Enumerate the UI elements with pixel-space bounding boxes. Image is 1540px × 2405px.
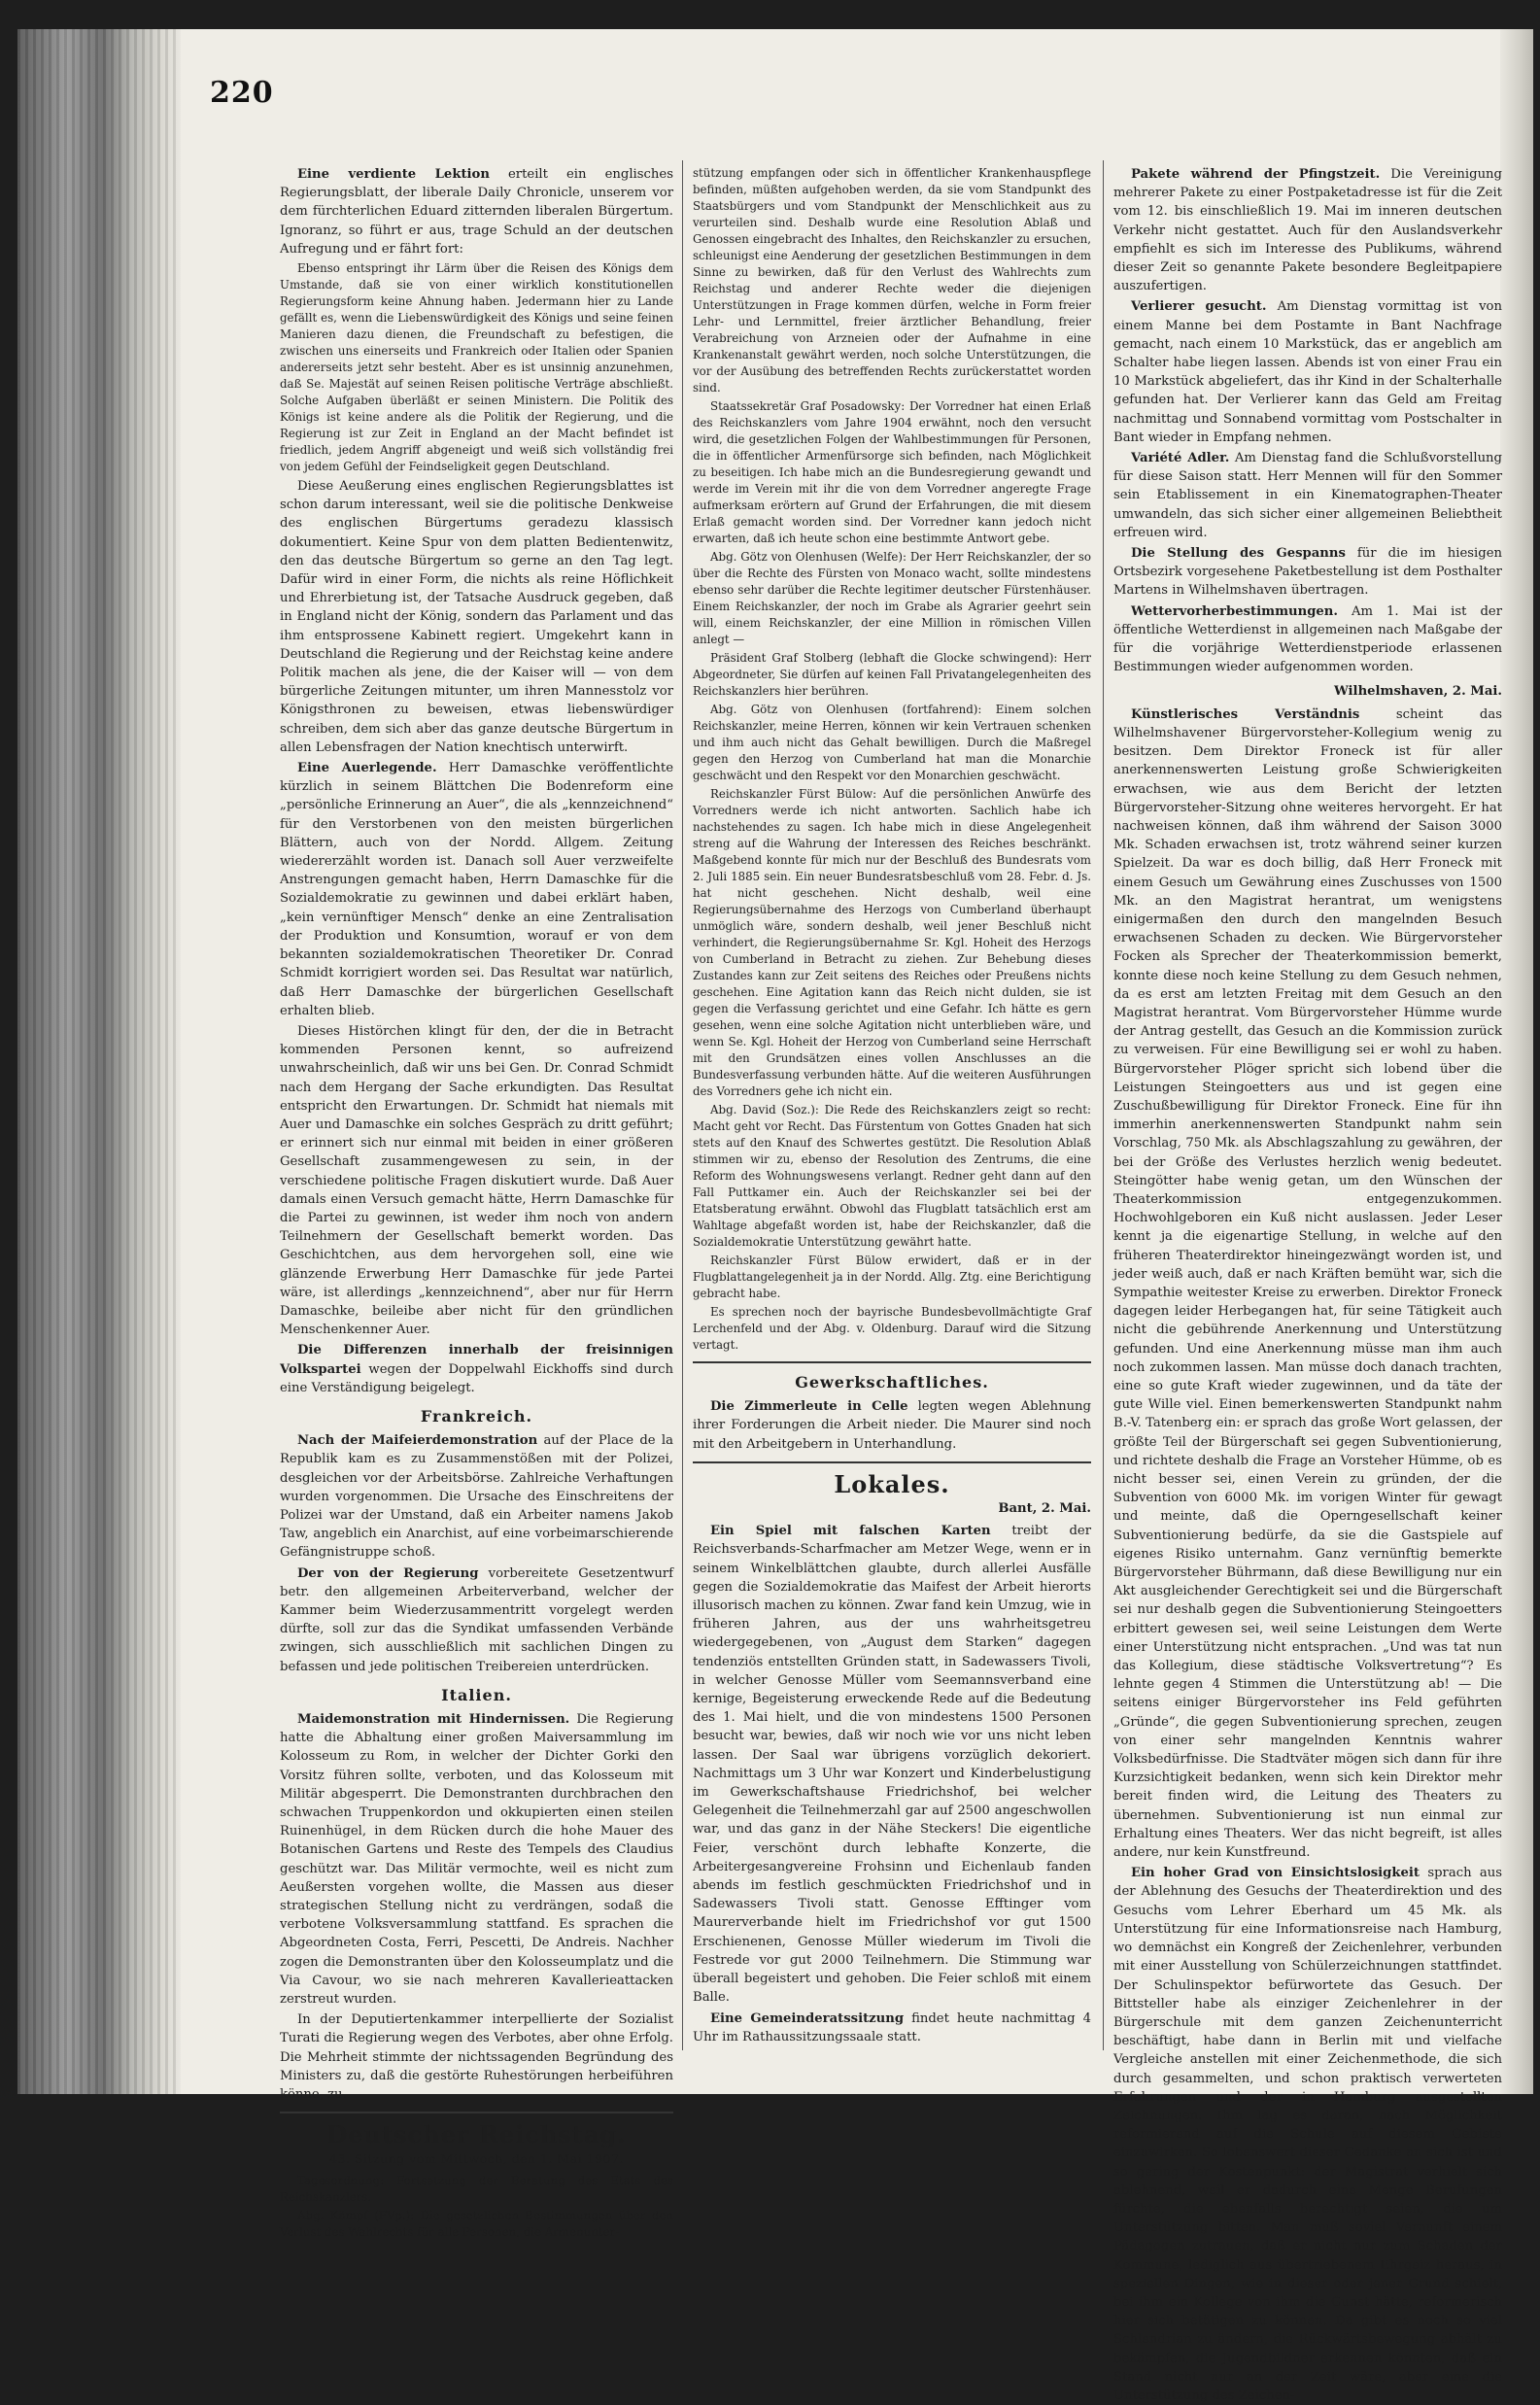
article-lead: Variété Adler. — [1131, 451, 1230, 466]
article-text: Die Regierung hatte die Abhaltung einer großen Maiversammlung im Kolosseum zu Rom, in welcher der Dichter Gorki den Vorsitz führen sollte, verboten, und das Kolosseum mit Militär abgesperrt. Die Demonstranten durchbrachen den schwachen Truppenkordon und okkupierten einen steilen Ruinenhügel, in dem Rücken durch die hohe Mauer des Botanischen Gartens und Reste des Tempels des Claudius geschützt war. Das Militär vermochte, weil es nicht zum Aeußersten vorgehen wollte, die Massen aus dieser strategischen Stellung nicht zu verdrängen, sodaß die verbotene Volksversammlung stattfand. Es sprachen die Abgeordneten Costa, Ferri, Pescetti, De Andreis. Nachher zogen die Demonstranten über den Kolosseumplatz und die Via Cavour, wo sie nach mehreren Kavallerieattacken zerstreut wurden. — [280, 1712, 674, 2008]
scanned-newspaper-page — [17, 29, 1533, 2403]
article-text: Am Dienstag fand die Schlußvorstellung für diese Saison statt. Herr Mennen will für den Sommer sein Etablissement in ein Kinematographen-Theater umwandeln, das sich sicher einer allgemeinen Beliebtheit erfreuen wird. — [1113, 451, 1502, 540]
article-lead: Ein hoher Grad von Einsichtslosigkeit — [1131, 1866, 1420, 1881]
article-lead: Maidemonstration mit Hindernissen. — [297, 1712, 570, 1728]
article-paragraph: Reichskanzler Fürst Bülow erwidert, daß er in der Flugblattangelegenheit ja in der Nordd. Allg. Ztg. eine Berichtigung gebracht habe. — [693, 1254, 1091, 1300]
article-paragraph: Diese Aeußerung eines englischen Regierungsblattes ist schon darum interessant, weil sie die politische Denkweise des englischen Bürgertums geradezu klassisch dokumentiert. Keine Spur von dem platten Bedientenwitz, den das deutsche Bürgertum so gerne an den Tag legt. Dafür wird in einer Form, die nichts als reine Höflichkeit und Ehrerbietung ist, der Tatsache Ausdruck gegeben, daß in England nicht der König, sondern das Parlament und das ihm entsprossene Kabinett regiert. Umgekehrt kann in Deutschland die Regierung und der Reichstag keine andere Politik machen als jene, die der Kaiser will — von dem bürgerliche Zeitungen mitunter, um ihren Mannesstolz vor Königsthronen zu beweisen, etwas liebenswürdiger schreiben, dem sich aber das ganze deutsche Bürgertum in allen Lebensfragen der Nation knechtisch unterwirft. — [280, 479, 673, 755]
article-text: treibt der Reichsverbands-Scharfmacher am Metzer Wege, wenn er in seinem Winkelblättchen glaubte, durch allerlei Ausfälle gegen die Sozialdemokratie das Maifest der Arbeit hierorts illusorisch machen zu können. Zwar fand kein Umzug, wie in früheren Jahren, aus der uns wahrheitsgetreu wiedergegebenen, von „August dem Starken“ dagegen tendenziös entstellten Gründen statt, in Sadewassers Tivoli, in welcher Genosse Müller vom Seemannsverband eine kernige, Begeisterung erweckende Rede auf die Bedeutung des 1. Mai hielt, und die von mindestens 1500 Personen besucht war, bewies, daß wir noch wie vor uns nicht leben lassen. Der Saal war übrigens vorzüglich dekoriert. Nachmittags um 3 Uhr war Konzert und Kinderbelustigung im Gewerkschaftshause Friedrichshof, bei welcher Gelegenheit die Teilnehmerzahl gar auf 2500 angeschwollen war, und das ganz in der Nähe Steckers! Die eigentliche Feier, verschönt durch lebhafte Konzerte, die Arbeitergesangvereine Frohsinn und Eichenlaub fanden abends im festlich geschmückten Friedrichshof und in Sadewassers Tivoli statt. Genosse Efftinger vom Maurerverbande hielt im Friedrichshof vor gut 1500 Erschienenen, Genosse Müller wiederum im Tivoli die Festrede vor gut 2000 Teilnehmern. Die Stimmung war überall begeistert und gehoben. Die Feier schloß mit einem Balle. — [693, 1524, 1091, 2006]
article-paragraph — [1113, 297, 1502, 447]
article-lead: Verlierer gesucht. — [1131, 299, 1267, 315]
article-paragraph: In der Deputiertenkammer interpellierte der Sozialist Turati die Regierung wegen des Verbotes, aber ohne Erfolg. Die Mehrheit stimmte der nichtssagenden Begründung des Ministers zu, daß die gestörte Ruhestörungen herbeiführen könne, zu. — [280, 2012, 673, 2103]
article-lead: Eine Gemeinderatssitzung — [710, 2010, 905, 2026]
article-text: vorbereitete Gesetzentwurf betr. den allgemeinen Arbeiterverband, welcher der Kammer beim Wiederzusammentritt vorgelegt werden dürfte, soll zur das die Syndikat umfassenden Verbände zwingen, sich ausschließlich mit sachlichen Dingen zu befassen und jede politischen Treibereien unterdrücken. — [280, 1565, 673, 1674]
article-text: Herr Damaschke veröffentlichte kürzlich in seinem Blättchen Die Bodenreform eine „persönliche Erinnerung an Auer“, die als „kennzeichnend“ für den Verstorbenen von den meisten bürgerlichen Blättern, auch von der Nordd. Allgem. Zeitung wiedererzählt worden ist. Danach soll Auer verzweifelte Anstrengungen gemacht haben, Herrn Damaschke für die Sozialdemokratie zu gewinnen und dabei erklärt haben, „kein vernünftiger Mensch“ denke an eine Zentralisation der Produktion und Konsumtion, worauf er von dem bekannten sozialdemokratischen Theoretiker Dr. Conrad Schmidt korrigiert worden sei. Das Resultat war natürlich, daß Herr Damaschke der bürgerlichen Gesellschaft erhalten blieb. — [280, 761, 673, 1018]
dateline-date: 2. Mai. — [1041, 1501, 1091, 1517]
article-lead: Die Stellung des Gespanns — [1131, 546, 1346, 562]
article-paragraph: stützung empfangen oder sich in öffentlicher Krankenhauspflege befinden, müßten aufgehoben werden, da sie vom Standpunkt des Staatsbürgers und vom Standpunkt der Menschlichkeit aus zu verurteilen sind. Deshalb wurde eine Resolution Ablaß und Genossen eingebracht des Inhaltes, den Reichskanzler zu ersuchen, schleunigst eine Aenderung der gesetzlichen Bestimmungen in dem Sinne zu bewirken, daß für den Verlust des Wahlrechts zum Reichstag und anderer Rechte weder die diejenigen Unterstützungen in Frage kommen dürfen, welche in Form freier Lehr- und Lernmittel, freier ärztlicher Behandlung, freier Verabreichung von Arzneien oder der Aufnahme in eine Krankenanstalt gewährt werden, noch solche Unterstützungen, die vor der Ausübung des betreffenden Rechts zurückerstattet worden sind. — [693, 166, 1091, 395]
section-heading-lokales: Lokales. — [834, 1469, 950, 1498]
article-paragraph — [280, 759, 673, 1020]
article-text: Die Vereinigung mehrerer Pakete zu einer Postpaketadresse ist für die Zeit vom 12. bis einschließlich 19. Mai im inneren deutschen Verkehr nicht gestattet. Auch für den Auslandsverkehr empfiehlt es sich im Interesse des Publikums, während dieser Zeit so genannte Pakete besondere Begleitpapiere auszufertigen. — [1113, 167, 1502, 294]
article-text: scheint das Wilhelmshavener Bürgervorsteher-Kollegium wenig zu besitzen. Dem Direktor Froneck ist für aller anerkennenswerten Leistung große Schwierigkeiten erwachsen, wie aus dem Bericht der letzten Bürgervorsteher-Sitzung ohne weiteres hervorgeht. Er hat nachweisen können, daß ihm während der Saison 3000 Mk. Schaden erwachsen ist, trotz während seiner kurzen Spielzeit. Da war es doch billig, daß Herr Froneck mit einem Gesuch um Gewährung eines Zuschusses von 1500 Mk. an den Magistrat herantrat, um wenigstens einigermaßen den durch den mangelnden Besuch erwachsenen Schaden zu decken. Wie Bürgervorsteher Focken als Sprecher der Theaterkommission bemerkt, konnte diese noch keine Stellung zu dem Gesuch nehmen, da es erst am letzten Freitag mit dem Gesuch an den Magistrat herantrat. Vom Bürgervorsteher Hümme wurde der Antrag gestellt, das Gesuch an die Kommission zurück zu verweisen. Für eine Bewilligung sei er wohl zu haben. Bürgervorsteher Plöger spricht sich lobend über die Leistungen Steingoetters aus und ist gegen eine Zuschußbewilligung für Direktor Froneck. Eine für ihn immerhin anerkennenswerten Standpunkt nahm sein Vorschlag, 750 Mk. als Abschlagszahlung zu gewähren, der bei der Größe des Verlustes herzlich wenig bedeutet. Steingötter habe wenig getan, um den Wünschen der Theaterkommission entgegenzukommen. Hochwohlgeboren ein Kuß nicht auslassen. Jeder Leser kennt ja die eigenartige Stellung, in welche auf den früheren Theaterdirektor hineingezwängt worden ist, und jeder weiß auch, daß er nach Kräften bemüht war, sich die Sympathie weitester Kreise zu erwerben. Direktor Froneck dagegen leider Herbegangen hat, für seine Tätigkeit auch nicht die gebührende Anerkennung und Unterstützung gefunden. Und eine Anerkennung müsse man ihm auch noch zukommen lassen. Man müsse doch danach trachten, eine so gute Kraft wieder zugewinnen, und da täte der gute Wille viel. Einen bemerkenswerten Standpunkt nahm B.-V. Tatenberg ein: er sprach das große Wort gelassen, der größte Teil der Bürgerschaft sei gegen Subventionierung, und richtete deshalb die Frage an Vorsteher Hümme, ob es nicht besser sei, einen Verein zu gründen, der die Subvention von 6000 Mk. im vorigen Winter für gewagt und meinte, daß die Operngesellschaft keiner Subventionierung bedürfe, da sie die Gastspiele auf eigenes Risiko unternahm. Ganz vernünftig bemerkte Bürgervorsteher Bührmann, daß diese Bewilligung nur ein Akt ausgleichender Gerechtigkeit sei und die Bürgerschaft sei nur deshalb gegen die Subventionierung Steingoetters erbittert gewesen sei, weil seine Leistungen dem Werte einer Unterstützung nicht entsprachen. „Und was tat nun das Kollegium, diese städtische Volksvertretung“? Es lehnte gegen 4 Stimmen die Unterstützung ab! — Die seitens einiger Bürgervorsteher ins Feld geführten „Gründe“, die gegen Subventionierung sprechen, zeugen von einer sehr mangelnden Kenntnis wahrer Volksbedürfnisse. Die Stadtväter mögen sich dann für ihre Kurzsichtigkeit bedanken, wenn sich kein Direktor mehr bereit finden wird, die Leitung des Theaters zu übernehmen. Subventionierung ist nun einmal zur Erhaltung eines Theaters. Wer das nicht begreift, ist alles andere, nur kein Kunstfreund. — [1113, 706, 1502, 1861]
article-text: Am 1. Mai ist der öffentliche Wetterdienst in allgemeinen nach Maßgabe der für die vorjährige Wetterdienstperiode erlassenen Bestimmungen wieder aufgenommen worden. — [1113, 603, 1502, 675]
column-2 — [693, 165, 1091, 2055]
article-paragraph — [693, 1522, 1091, 2007]
article-lead: Künstlerisches Verständnis — [1131, 706, 1360, 722]
book-binding-edge — [17, 29, 181, 2094]
article-paragraph — [693, 1397, 1091, 1454]
dateline-place: Bant, — [998, 1501, 1038, 1517]
article-paragraph — [1113, 1864, 1502, 2405]
article-paragraph — [280, 1564, 673, 1676]
article-paragraph — [280, 1341, 673, 1397]
article-paragraph: Staatssekretär Graf Posadowsky: Der Vorredner hat einen Erlaß des Reichskanzlers vom Jahre 1904 erwähnt, noch den versucht wird, die gesetzlichen Folgen der Wahlbestimmungen für Personen, die in öffentlicher Armenfürsorge sich befinden, nach Möglichkeit zu beseitigen. Ich habe mich an die Bundesregierung gewandt und werde im Verein mit ihr die von dem Vorredner angeregte Frage aufmerksam erörtern auf Grund der Erfahrungen, die mit diesem Erlaß gemacht worden sind. Der Vorredner kann jedoch nicht erwarten, daß ich heute schon eine bestimmte Antwort gebe. — [693, 399, 1091, 545]
article-paragraph — [693, 2010, 1091, 2046]
article-text: Am Dienstag vormittag ist von einem Manne bei dem Postamte in Bant Nachfrage gemacht, nach einem 10 Markstück, das er angeblich am Schalter habe liegen lassen. Abends ist von einer Frau ein 10 Markstück abgeliefert, das ihr Kind in der Schalterhalle gefunden hat. Der Verlierer kann das Geld am Freitag nachmittag und Sonnabend vormittag vom Postschalter in Bant wieder in Empfang nehmen. — [1113, 299, 1502, 445]
article-lead: Pakete während der Pfingstzeit. — [1131, 167, 1381, 182]
article-paragraph: Dieses Histörchen klingt für den, der die in Betracht kommenden Personen kennt, so aufreizend unwahrscheinlich, daß wir uns bei Gen. Dr. Conrad Schmidt nach dem Hergang der Sache erkundigten. Das Resultat entspricht den Erwartungen. Dr. Schmidt hat niemals mit Auer und Damaschke ein solches Gespräch zu dritt geführt; er erinnert sich nur einmal mit beiden in einer größeren Gesellschaft zusammengewesen zu sein, in der verschiedene politische Fragen diskutiert wurde. Daß Auer damals einen Versuch gemacht hätte, Herrn Damaschke für die Partei zu gewinnen, ist weder ihm noch von andern Teilnehmern der Gesellschaft bemerkt worden. Das Geschichtchen, aus dem hervorgehen soll, eine wie glänzende Erwerbung Herr Damaschke für jede Partei wäre, ist allerdings „kennzeichnend“, aber nur für Herrn Damaschke, beileibe aber nicht für den gründlichen Menschenkenner Auer. — [280, 1023, 673, 1338]
article-paragraph: Abg. Kämpf (FVp.): Die gesetzlichen Bestimmungen über den Verlust des Wahlrechts für alle Personen, die Armenunter- — [280, 2208, 673, 2239]
session-subheading: 43. Sitzung vom Mittwoch, den 1. Mai 1907. — [329, 2151, 624, 2167]
article-text: legten wegen Ablehnung ihrer Forderungen die Arbeit nieder. Die Maurer sind noch mit den Arbeitgebern in Unterhandlung. — [693, 1399, 1091, 1452]
article-lead: Ein Spiel mit falschen Karten — [710, 1524, 991, 1539]
article-lead: Eine Auerlegende. — [297, 761, 437, 776]
section-heading-reichstag: Deutscher Reichstag. — [326, 2120, 627, 2149]
section-rule — [280, 2112, 673, 2113]
article-paragraph — [1113, 602, 1502, 677]
column-divider — [682, 160, 683, 2050]
article-paragraph: Es sprechen noch der bayrische Bundesbevollmächtigte Graf Lerchenfeld und der Abg. v. Oldenburg. Darauf wird die Sitzung vertagt. — [693, 1305, 1091, 1352]
article-paragraph — [1113, 165, 1502, 295]
article-paragraph: Tagesordnung: Fortsetzung der Beratung des Etats des Reichskanzlers. — [280, 2173, 673, 2204]
article-paragraph — [280, 165, 673, 258]
page-right-edge — [1500, 29, 1533, 2094]
article-paragraph: Abg. Götz von Olenhusen (fortfahrend): Einem solchen Reichskanzler, meine Herren, können wir kein Vertrauen schenken und ihm auch nicht das Gehalt bewilligen. Durch die Maßregel gegen den Herzog von Cumberland hat man die Monarchie geschwächt und den Respekt vor den Monarchien geschwächt. — [693, 703, 1091, 782]
column-1 — [280, 165, 674, 2239]
quoted-paragraph: Ebenso entspringt ihr Lärm über die Reisen des Königs dem Umstande, daß sie von einer wirklich konstitutionellen Regierungsform keine Ahnung haben. Jedermann hier zu Lande gefällt es, wenn die Liebenswürdigkeit des Königs und seine feinen Manieren dazu dienen, die Freundschaft zu befestigen, die zwischen uns einerseits und Frankreich oder Italien oder Spanien andererseits jetzt sehr besteht. Aber es ist unsinnig anzunehmen, daß Se. Majestät auf seinen Reisen politische Verträge abschließt. Solche Aufgaben überläßt er seinen Ministern. Die Politik des Königs ist keine andere als die Politik der Regierung, und die Regierung ist zur Zeit in England an der Macht befindet ist friedlich, jedem Angriff abgeneigt und weiß sich vollständig frei von jedem Gefühl der Feindseligkeit gegen Deutschland. — [280, 261, 673, 474]
article-paragraph: Abg. Götz von Olenhusen (Welfe): Der Herr Reichskanzler, der so über die Rechte des Fürsten von Monaco wacht, sollte mindestens ebenso sehr darüber die Rechte legitimer deutscher Fürstenhäuser. Einem Reichskanzler, der noch im Grabe als Agrarier geehrt sein will, einem Reichskanzler, der eine Million in römischen Villen anlegt — — [693, 550, 1091, 646]
article-paragraph — [1113, 544, 1502, 601]
article-text: findet heute nachmittag 4 Uhr im Rathaussitzungssaale statt. — [693, 2010, 1091, 2044]
section-rule — [693, 1361, 1091, 1363]
article-lead: Die Zimmerleute in Celle — [710, 1399, 908, 1415]
section-rule — [693, 1461, 1091, 1463]
article-paragraph — [280, 1431, 673, 1562]
article-lead: Eine verdiente Lektion — [297, 167, 490, 182]
article-paragraph — [280, 1710, 673, 2009]
article-lead: Nach der Maifeierdemonstration — [297, 1433, 538, 1449]
section-heading-gewerkschaftliches: Gewerkschaftliches. — [795, 1373, 989, 1391]
page-number: 220 — [210, 76, 274, 110]
section-heading-frankreich: Frankreich. — [420, 1406, 533, 1426]
article-text: erteilt ein englisches Regierungsblatt, der liberale Daily Chronicle, unserem vor dem fürchterlichen Eduard zitternden liberalen Bürgertum. Ignoranz, so führt er aus, trage Schuld an der deutschen Aufregung und er fährt fort: — [280, 167, 673, 257]
article-paragraph: Reichskanzler Fürst Bülow: Auf die persönlichen Anwürfe des Vorredners werde ich nicht antworten. Sachlich habe ich nachstehendes zu sagen. Ich habe mich in diese Angelegenheit streng auf die Wahrung der Interessen des Reiches beschränkt. Maßgebend konnte für mich nur der Beschluß des Bundesrats vom 2. Juli 1885 sein. Ein neuer Bundesratsbeschluß vom 28. Febr. d. Js. hat nicht geschehen. Nicht deshalb, weil eine Regierungsübernahme des Herzogs von Cumberland überhaupt unmöglich wäre, sondern deshalb, weil jener Beschluß nicht verhindert, die Regierungsübernahme Sr. Kgl. Hoheit des Herzogs von Cumberland in Betracht zu ziehen. Zur Behebung dieses Zustandes kann zur Zeit seitens des Reiches oder Preußens nichts geschehen. Eine Agitation kann das Reich nicht dulden, sie ist gegen die Verfassung gerichtet und eine Gefahr. Ich hätte es gern gesehen, wenn eine solche Agitation nicht unterblieben wäre, und wenn Se. Kgl. Hoheit der Herzog von Cumberland seine Herrschaft mit den Grundsätzen eines vollen Anschlusses an die Bundesverfassung verbunden hätte. Auf die weiteren Ausführungen des Vorredners gehe ich nicht ein. — [693, 787, 1091, 1098]
article-paragraph: Abg. David (Soz.): Die Rede des Reichskanzlers zeigt so recht: Macht geht vor Recht. Das Fürstentum von Gottes Gnaden hat sich stets auf den Knauf des Schwertes gestützt. Die Resolution Ablaß stimmen wir zu, ebenso der Resolution des Zentrums, die eine Reform des Wohnungswesens verlangt. Redner geht dann auf den Fall Puttkamer ein. Auch der Reichskanzler sei bei der Etatsberatung erwähnt. Obwohl das Flugblatt tatsächlich erst am Wahltage abgefaßt worden ist, habe der Reichskanzler, daß die Sozialdemokratie Unterstützung gewährt hatte. — [693, 1103, 1091, 1249]
article-paragraph: Präsident Graf Stolberg (lebhaft die Glocke schwingend): Herr Abgeordneter, Sie dürfen auf keinen Fall Privatangelegenheiten des Reichskanzlers hier berühren. — [693, 651, 1091, 698]
section-heading-italien: Italien. — [441, 1685, 512, 1704]
article-text: wegen der Doppelwahl Eickhoffs sind durch eine Verständigung beigelegt. — [280, 1361, 673, 1395]
article-paragraph — [1113, 449, 1502, 542]
article-text: sprach aus der Ablehnung des Gesuchs der Theaterdirektion und des Gesuchs vom Lehrer Eberhard um 45 Mk. als Unterstützung für eine Informationsreise nach Hamburg, wo demnächst ein Kongreß der Zeichenlehrer, verbunden mit einer Ausstellung von Schülerzeichnungen stattfindet. Der Schulinspektor befürwortete das Gesuch. Der Bittsteller habe als einziger Zeichenlehrer in der Bürgerschule mit dem ganzen Zeichenunterricht beschäftigt, habe dann in Berlin mit und vielfache Vergleiche anstellen mit einer Zeichenmethode, die sich durch gesammelten, und schon praktisch verwerteten Erfahrungen und der in Hamburg ausgestellten Zeichnungen. Ihm lag es daran, nach Möglichkeit reformierend auf die Schule auf diesem Gebiete einzuwirken. So lobenswert dieser Gedanke an sich ist und so gering der Kostenpunkt: der Magistrat verhielt sich ablehnend, weil er dadurch eine Menge Berufungen fürchte, die ebenfalls berechtigt seien, die um Unterstützung bitten. Man muß soviel Vernunft einem Pädagogen zutrauen, daß er nicht nur zum Schaden der Kommune, lediglich aus übertriebenem Ehrgeiz heraus, in speziellen Dingen, wie in dieser oder jener Grund schielt, bei ihm ein Kollege von ihm die Gunst hätte, reformerisch hier sich betätigen zu können. Da gibt es noch so viel Schlendrian zu ändern, die Rückwärtsbewegung abhält zu bekämpfen, die Jugendbildner erkennen könnten, daß ein Stand nicht nur an der Zeit wäre, aber eine die Unterstützung des Zeichen- — [1113, 1866, 1502, 2403]
column-3 — [1113, 165, 1502, 2403]
article-text: für die im hiesigen Ortsbezirk vorgesehene Paketbestellung ist dem Posthalter Martens in Wilhelmshaven übertragen. — [1113, 546, 1502, 599]
dateline — [693, 1499, 1091, 1518]
dateline: Wilhelmshaven, 2. Mai. — [1333, 684, 1502, 700]
column-divider — [1103, 160, 1104, 2050]
article-lead: Der von der Regierung — [297, 1565, 479, 1581]
article-text: auf der Place de la Republik kam es zu Zusammenstößen mit der Polizei, desgleichen vor der Arbeitsbörse. Zahlreiche Verhaftungen wurden vorgenommen. Die Ursache des Einschreitens der Polizei war der Umstand, daß ein Arbeiter namens Jakob Taw, angeblich ein Anarchist, auf eine vorbeimarschierende Gefängnistruppe schoß. — [280, 1433, 673, 1561]
article-paragraph — [1113, 705, 1502, 1863]
article-lead: Wettervorherbestimmungen. — [1131, 603, 1338, 619]
article-lead: Die Differenzen innerhalb der freisinnigen Volkspartei — [280, 1343, 673, 1377]
